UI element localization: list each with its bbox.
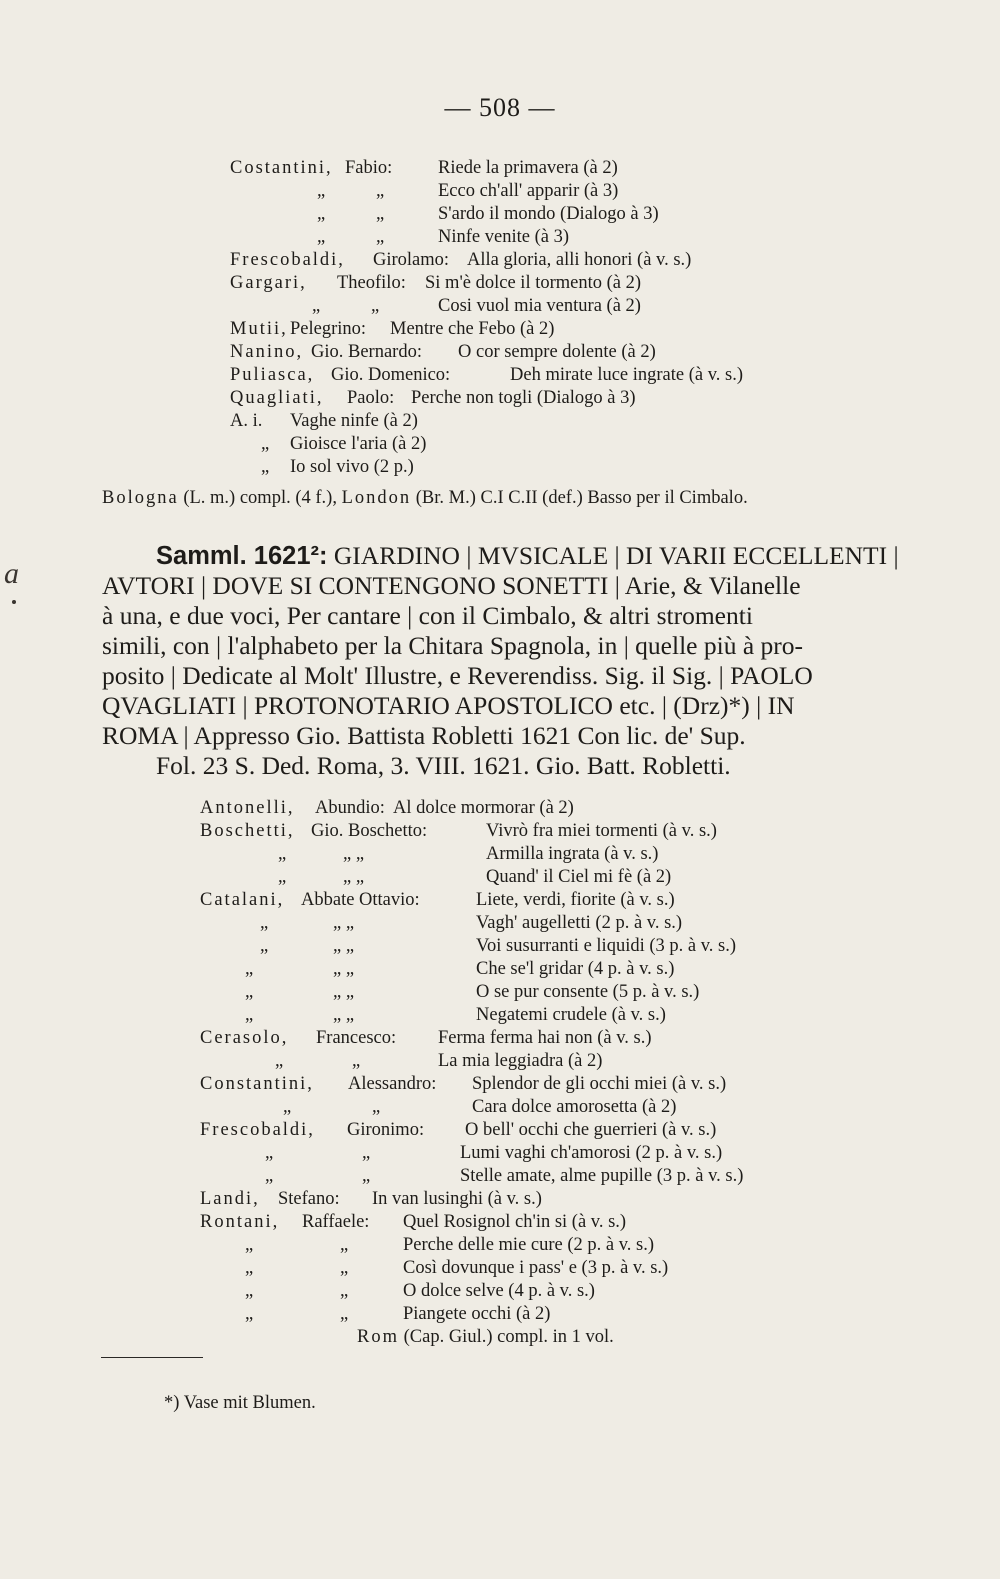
- entry-line: à una, e due voci, Per cantare | con il Cimbalo, & altri stromenti: [102, 601, 753, 630]
- margin-dot: [12, 600, 16, 604]
- work-title: Si m'è dolce il tormento (à 2): [425, 273, 642, 293]
- composer-name: Rontani,: [200, 1212, 280, 1232]
- work-title: Piangete occhi (à 2): [403, 1304, 551, 1324]
- ditto-mark: „ „: [333, 959, 355, 979]
- ditto-mark: „ „: [333, 936, 355, 956]
- work-title: Stelle amate, alme pupille (3 p. à v. s.): [460, 1166, 744, 1186]
- work-title: Cara dolce amorosetta (à 2): [472, 1097, 677, 1117]
- page-number: — 508 —: [444, 93, 556, 122]
- ditto-mark: „: [376, 227, 385, 247]
- work-title: Perche delle mie cure (2 p. à v. s.): [403, 1235, 655, 1255]
- library-city: London: [341, 488, 412, 508]
- work-title: Vagh' augelletti (2 p. à v. s.): [476, 913, 683, 933]
- ditto-mark: „: [352, 1051, 361, 1071]
- composer-firstname: Abundio:: [315, 798, 385, 818]
- work-title: Mentre che Febo (à 2): [390, 319, 555, 339]
- ditto-mark: „ „: [333, 913, 355, 933]
- ditto-mark: „: [260, 913, 269, 933]
- library-city: Bologna: [102, 488, 179, 508]
- entry-label: Samml. 1621²:: [156, 542, 328, 570]
- ditto-mark: „: [283, 1097, 292, 1117]
- entry-line: [156, 541, 899, 571]
- work-title: O se pur consente (5 p. à v. s.): [476, 982, 700, 1002]
- library-holdings-2: [357, 1326, 614, 1348]
- work-title: La mia leggiadra (à 2): [438, 1051, 603, 1071]
- composer-firstname: Pelegrino:: [290, 319, 367, 339]
- library-holdings-1: [102, 487, 748, 509]
- work-title: Ecco ch'all' apparir (à 3): [438, 181, 619, 201]
- ditto-mark: „: [312, 296, 321, 316]
- ditto-mark: „: [245, 1005, 254, 1025]
- entry-line: Fol. 23 S. Ded. Roma, 3. VIII. 1621. Gio. Batt. Robletti.: [156, 751, 731, 780]
- composer-name: Antonelli,: [200, 798, 295, 818]
- work-title: S'ardo il mondo (Dialogo à 3): [438, 204, 659, 224]
- composer-firstname: Theofilo:: [337, 273, 406, 293]
- ditto-mark: „: [371, 296, 380, 316]
- entry-text: GIARDINO | MVSICALE | DI VARII ECCELLENTI |: [333, 541, 899, 570]
- composer-name: Landi,: [200, 1189, 260, 1209]
- work-title: O cor sempre dolente (à 2): [458, 342, 656, 362]
- entry-line: simili, con | l'alphabeto per la Chitara Spagnola, in | quelle più à pro-: [102, 631, 804, 660]
- composer-name: Boschetti,: [200, 821, 295, 841]
- work-title: Gioisce l'aria (à 2): [290, 434, 427, 454]
- ditto-mark: „: [340, 1304, 349, 1324]
- library-detail: (Cap. Giul.) compl. in 1 vol.: [403, 1327, 614, 1347]
- library-detail: (Br. M.) C.I C.II (def.) Basso per il Cimbalo.: [415, 488, 748, 508]
- composer-name: Gargari,: [230, 273, 307, 293]
- work-title: Riede la primavera (à 2): [438, 158, 618, 178]
- work-title: Armilla ingrata (à v. s.): [486, 844, 659, 864]
- composer-firstname: Girolamo:: [373, 250, 450, 270]
- composer-firstname: Abbate Ottavio:: [301, 890, 420, 910]
- work-title: O dolce selve (4 p. à v. s.): [403, 1281, 595, 1301]
- work-title: Deh mirate luce ingrate (à v. s.): [510, 365, 744, 385]
- entry-line: posito | Dedicate al Molt' Illustre, e Reverendiss. Sig. il Sig. | PAOLO: [102, 661, 813, 690]
- composer-name: Frescobaldi,: [230, 250, 345, 270]
- ditto-mark: „: [340, 1281, 349, 1301]
- ditto-mark: „: [317, 181, 326, 201]
- work-title: Ninfe venite (à 3): [438, 227, 569, 247]
- work-title: Ferma ferma hai non (à v. s.): [438, 1028, 652, 1048]
- ditto-mark: „: [317, 227, 326, 247]
- composer-name: Puliasca,: [230, 365, 315, 385]
- work-title: In van lusinghi (à v. s.): [372, 1189, 542, 1209]
- work-title: Perche non togli (Dialogo à 3): [411, 388, 636, 408]
- ditto-mark: „: [340, 1235, 349, 1255]
- ditto-mark: „: [245, 982, 254, 1002]
- entry-line: QVAGLIATI | PROTONOTARIO APOSTOLICO etc. | (Drz)*) | IN: [102, 691, 795, 720]
- entry-line: ROMA | Appresso Gio. Battista Robletti 1621 Con lic. de' Sup.: [102, 721, 746, 750]
- work-title: Che se'l gridar (4 p. à v. s.): [476, 959, 675, 979]
- ditto-mark: „: [245, 1304, 254, 1324]
- footnote-divider: [101, 1357, 203, 1358]
- composer-firstname: Gironimo:: [347, 1120, 425, 1140]
- composer-name: Nanino,: [230, 342, 304, 362]
- work-title: Quand' il Ciel mi fè (à 2): [486, 867, 672, 887]
- ditto-mark: „: [376, 181, 385, 201]
- ditto-mark: „: [261, 434, 270, 454]
- handwritten-margin-mark: a: [4, 557, 19, 590]
- composer-name: Constantini,: [200, 1074, 314, 1094]
- work-title: Quel Rosignol ch'in si (à v. s.): [403, 1212, 627, 1232]
- composer-name: Costantini,: [230, 158, 333, 178]
- composer-firstname: Gio. Boschetto:: [311, 821, 428, 841]
- composer-firstname: Francesco:: [316, 1028, 397, 1048]
- work-title: Negatemi crudele (à v. s.): [476, 1005, 666, 1025]
- work-title: Liete, verdi, fiorite (à v. s.): [476, 890, 675, 910]
- work-title: Alla gloria, alli honori (à v. s.): [467, 250, 692, 270]
- ditto-mark: „ „: [333, 1005, 355, 1025]
- ditto-mark: „: [362, 1143, 371, 1163]
- ditto-mark: „: [265, 1166, 274, 1186]
- work-title: O bell' occhi che guerrieri (à v. s.): [465, 1120, 717, 1140]
- work-title: Cosi vuol mia ventura (à 2): [438, 296, 641, 316]
- library-detail: (L. m.) compl. (4 f.),: [183, 488, 337, 508]
- composer-name: Catalani,: [200, 890, 285, 910]
- composer-firstname: Raffaele:: [302, 1212, 370, 1232]
- ditto-mark: „: [265, 1143, 274, 1163]
- ditto-mark: „: [245, 959, 254, 979]
- library-city: Rom: [357, 1327, 399, 1347]
- ditto-mark: „: [245, 1258, 254, 1278]
- ditto-mark: „: [245, 1235, 254, 1255]
- work-title: Al dolce mormorar (à 2): [393, 798, 574, 818]
- ditto-mark: „: [340, 1258, 349, 1278]
- ditto-mark: „: [362, 1166, 371, 1186]
- composer-firstname: Gio. Bernardo:: [311, 342, 422, 362]
- ditto-mark: „ „: [333, 982, 355, 1002]
- composer-name: Mutii,: [230, 319, 288, 339]
- composer-name: A. i.: [230, 411, 263, 431]
- ditto-mark: „: [275, 1051, 284, 1071]
- work-title: Lumi vaghi ch'amorosi (2 p. à v. s.): [460, 1143, 723, 1163]
- work-title: Splendor de gli occhi miei (à v. s.): [472, 1074, 727, 1094]
- composer-name: Frescobaldi,: [200, 1120, 315, 1140]
- composer-name: Quagliati,: [230, 388, 324, 408]
- ditto-mark: „: [245, 1281, 254, 1301]
- ditto-mark: „: [261, 457, 270, 477]
- ditto-mark: „ „: [343, 844, 365, 864]
- composer-firstname: Stefano:: [278, 1189, 340, 1209]
- ditto-mark: „: [278, 844, 287, 864]
- composer-firstname: Fabio:: [345, 158, 393, 178]
- footnote: *) Vase mit Blumen.: [164, 1393, 316, 1413]
- work-title: Voi susurranti e liquidi (3 p. à v. s.): [476, 936, 737, 956]
- ditto-mark: „: [317, 204, 326, 224]
- work-title: Vivrò fra miei tormenti (à v. s.): [486, 821, 717, 841]
- work-title: Così dovunque i pass' e (3 p. à v. s.): [403, 1258, 669, 1278]
- ditto-mark: „: [372, 1097, 381, 1117]
- composer-firstname: Alessandro:: [348, 1074, 437, 1094]
- ditto-mark: „: [260, 936, 269, 956]
- work-title: Io sol vivo (2 p.): [290, 457, 414, 477]
- ditto-mark: „: [278, 867, 287, 887]
- work-title: Vaghe ninfe (à 2): [290, 411, 418, 431]
- composer-name: Cerasolo,: [200, 1028, 289, 1048]
- composer-firstname: Paolo:: [347, 388, 395, 408]
- ditto-mark: „ „: [343, 867, 365, 887]
- ditto-mark: „: [376, 204, 385, 224]
- entry-line: AVTORI | DOVE SI CONTENGONO SONETTI | Arie, & Vilanelle: [102, 571, 801, 600]
- composer-firstname: Gio. Domenico:: [331, 365, 451, 385]
